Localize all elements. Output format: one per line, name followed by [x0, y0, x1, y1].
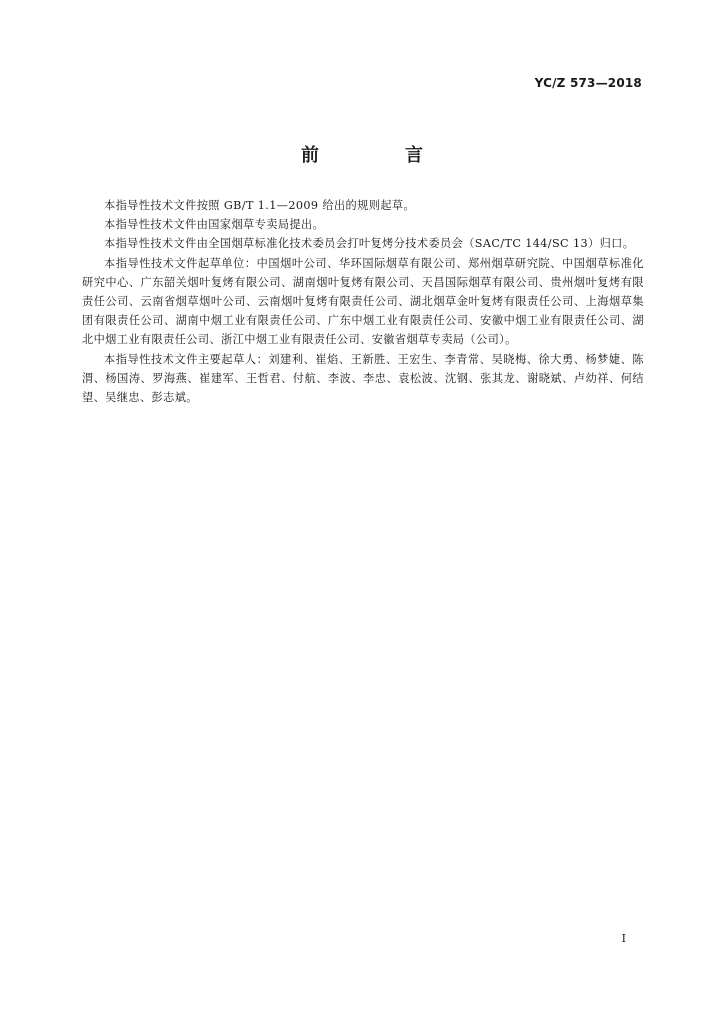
- paragraph: 本指导性技术文件按照 GB/T 1.1—2009 给出的规则起草。: [104, 199, 416, 212]
- page-number: I: [621, 932, 626, 945]
- page-title: 前 言: [301, 145, 457, 166]
- paragraph: 本指导性技术文件主要起草人：刘建利、崔焰、王新胜、王宏生、李青常、吴晓梅、徐大勇、杨梦婕、陈渭、杨国涛、罗海燕、崔建军、王哲君、付航、李波、李忠、袁松波、沈钢、张其龙、谢晓斌、卢幼祥、何结望、吴继忠、彭志斌。: [82, 352, 644, 405]
- paragraph: 本指导性技术文件由全国烟草标准化技术委员会打叶复烤分技术委员会（SAC/TC 144/SC 13）归口。: [104, 237, 635, 251]
- document-body: [82, 196, 644, 407]
- paragraph: 本指导性技术文件起草单位：中国烟叶公司、华环国际烟草有限公司、郑州烟草研究院、中国烟草标准化研究中心、广东韶关烟叶复烤有限公司、湖南烟叶复烤有限公司、天昌国际烟草有限公司、贵州烟叶复烤有限责任公司、云南省烟草烟叶公司、云南烟叶复烤有限责任公司、湖北烟草金叶复烤有限责任公司、上海烟草集团有限责任公司、湖南中烟工业有限责任公司、广东中烟工业有限责任公司、安徽中烟工业有限责任公司、湖北中烟工业有限责任公司、浙江中烟工业有限责任公司、安徽省烟草专卖局（公司）。: [82, 256, 644, 347]
- document-code: YC/Z 573—2018: [534, 76, 642, 90]
- paragraph: 本指导性技术文件由国家烟草专卖局提出。: [104, 218, 325, 232]
